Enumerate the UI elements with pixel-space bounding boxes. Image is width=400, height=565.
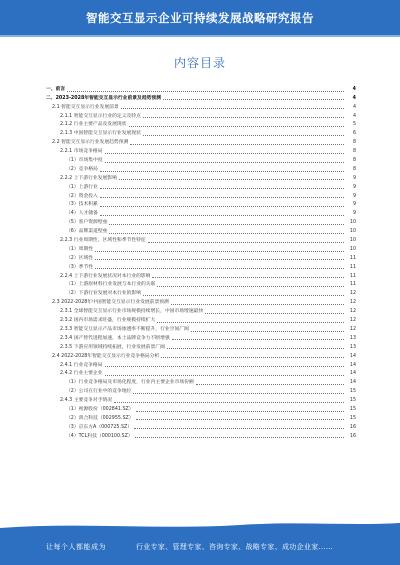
toc-leader-dots [109, 233, 344, 234]
header-divider [0, 35, 400, 37]
toc-entry[interactable] [46, 146, 356, 155]
toc-leader-dots [172, 339, 344, 340]
toc-entry-page: 8 [352, 166, 356, 172]
toc-leader-dots [100, 197, 344, 198]
toc-entry[interactable] [46, 208, 356, 217]
toc-entry-page: 10 [349, 220, 356, 226]
toc-leader-dots [167, 348, 344, 349]
toc-entry-label: （5）客户资源壁垒 [66, 220, 108, 226]
toc-entry[interactable] [46, 280, 356, 289]
toc-leader-dots [105, 366, 344, 367]
toc-entry-label: 2.2.4 上下游行业发展状况对本行业的影响 [60, 273, 151, 279]
toc-entry[interactable] [46, 200, 356, 209]
toc-entry-page: 8 [352, 149, 356, 155]
toc-entry-label: （1）上游原材料行业发展与本行业的关联 [66, 282, 156, 288]
toc-entry-label: 二、2023-2028年智能交互显示行业前景及趋势预测 [46, 95, 162, 101]
toc-entry-page: 6 [352, 131, 356, 137]
toc-entry-page: 12 [349, 291, 356, 297]
toc-leader-dots [143, 135, 344, 136]
toc-leader-dots [136, 419, 344, 420]
toc-entry[interactable] [46, 226, 356, 235]
toc-entry-label: （2）鸿合科技（002955.SZ） [66, 415, 134, 421]
toc-leader-dots [129, 126, 345, 127]
toc-entry[interactable] [46, 413, 356, 422]
toc-entry-label: （3）技术积累 [66, 202, 98, 208]
toc-entry-page: 12 [349, 300, 356, 306]
toc-entry-page: 8 [352, 158, 356, 164]
toc-entry-page: 9 [352, 211, 356, 217]
toc-entry-label: （1）上游行业 [66, 184, 98, 190]
toc-entry[interactable] [46, 333, 356, 342]
toc-entry[interactable] [46, 360, 356, 369]
toc-entry[interactable] [46, 297, 356, 306]
toc-entry[interactable] [46, 182, 356, 191]
toc-entry-page: 13 [349, 344, 356, 350]
toc-entry-label: 2.1.1 智能交互显示行业的定义及特点 [60, 113, 141, 119]
toc-entry-label: （3）京东方A（000725.SZ） [66, 424, 133, 430]
toc-leader-dots [191, 331, 344, 332]
toc-leader-dots [95, 259, 344, 260]
report-title: 智能交互显示企业可持续发展战略研究报告 [86, 10, 314, 25]
toc-leader-dots [114, 402, 344, 403]
toc-leader-dots [157, 286, 344, 287]
toc-entry-page: 16 [349, 424, 356, 430]
toc-entry-label: （3）季节性 [66, 264, 94, 270]
toc-entry-label: 2.3 2022-2028年中国智能交互显示行业发展前景预测 [52, 300, 169, 306]
toc-entry[interactable] [46, 244, 356, 253]
toc-entry[interactable] [46, 102, 356, 111]
toc-entry-label: 2.3.5 下游应用领域持续拓展，行业发展前景广阔 [60, 344, 165, 350]
toc-entry-page: 4 [352, 86, 356, 92]
toc-entry[interactable] [46, 431, 356, 440]
toc-leader-dots [148, 242, 344, 243]
toc-heading: 内容目录 [173, 56, 226, 70]
toc-entry-label: 2.3.4 国产替代进程加速，本土品牌竞争力不断增强 [60, 335, 170, 341]
toc-entry-label: （1）视源股份（002841.SZ） [66, 406, 134, 412]
toc-entry[interactable] [46, 235, 356, 244]
toc-leader-dots [119, 179, 344, 180]
toc-leader-dots [135, 437, 344, 438]
toc-entry-label: （6）品牌渠道壁垒 [66, 229, 108, 235]
toc-entry-label: 2.3.3 智能交互显示产品市场渗透率不断提升，行业空间广阔 [60, 326, 189, 332]
toc-entry[interactable] [46, 253, 356, 262]
toc-entry[interactable] [46, 386, 356, 395]
toc-entry[interactable] [46, 306, 356, 315]
toc-entry-label: 2.1.2 行业主要产品及发展现状 [60, 122, 127, 128]
toc-leader-dots [100, 215, 344, 216]
toc-leader-dots [100, 206, 344, 207]
footer-roles: 行业专家、管理专家、咨询专家、战略专家、成功企业家…… [136, 542, 334, 551]
toc-entry-page: 5 [352, 122, 356, 128]
toc-entry-label: 2.4.1 行业竞争格局 [60, 362, 103, 368]
toc-entry[interactable] [46, 111, 356, 120]
toc-entry-page: 14 [349, 380, 356, 386]
toc-entry-page: 9 [352, 184, 356, 190]
toc-entry[interactable] [46, 137, 356, 146]
toc-leader-dots [161, 357, 344, 358]
toc-leader-dots [143, 295, 344, 296]
toc-leader-dots [143, 117, 344, 118]
toc-entry-label: （2）区域性 [66, 255, 94, 261]
toc-entry[interactable] [46, 84, 356, 93]
toc-entry[interactable] [46, 128, 356, 137]
toc-leader-dots [105, 153, 344, 154]
toc-leader-dots [95, 251, 344, 252]
toc-entry-label: （2）资金投入 [66, 193, 98, 199]
toc-entry-page: 10 [349, 246, 356, 252]
toc-entry-page: 9 [352, 175, 356, 181]
toc-entry[interactable] [46, 191, 356, 200]
toc-entry[interactable] [46, 351, 356, 360]
toc-entry-label: 2.2.2 上下游行业发展影响 [60, 175, 117, 181]
toc-entry-label: 2.1.3 中国智能交互显示行业发展现状 [60, 131, 141, 137]
toc-leader-dots [171, 304, 344, 305]
toc-entry[interactable] [46, 422, 356, 431]
toc-entry[interactable] [46, 315, 356, 324]
toc-entry-page: 14 [349, 353, 356, 359]
toc-entry-label: （4）人才储备 [66, 211, 98, 217]
toc-leader-dots [95, 268, 344, 269]
toc-leader-dots [152, 277, 344, 278]
report-footer [0, 528, 400, 565]
toc-leader-dots [157, 322, 344, 323]
toc-leader-dots [105, 162, 344, 163]
toc-entry-label: 2.3.1 全球智能交互显示行业市场规模持续增长，中国市场增速最快 [60, 309, 204, 315]
toc-entry[interactable] [46, 164, 356, 173]
toc-leader-dots [100, 188, 344, 189]
toc-entry-label: 2.3.2 国内市场需求旺盛，行业规模持续扩大 [60, 318, 156, 324]
toc-entry-label: 2.2.3 行业周期性、区域性和季节性特征 [60, 238, 146, 244]
toc-entry[interactable] [46, 342, 356, 351]
toc-entry-page: 8 [352, 140, 356, 146]
toc-entry-page: 11 [349, 255, 356, 261]
footer-slogan: 让每个人都能成为 [46, 542, 106, 551]
toc-entry-label: 2.2.1 市场竞争格局 [60, 149, 103, 155]
toc-entry-label: （4）TCL科技（000100.SZ） [66, 433, 133, 439]
toc-entry-page: 4 [352, 95, 356, 101]
toc-leader-dots [136, 411, 344, 412]
toc-entry-label: （1）周期性 [66, 246, 94, 252]
toc-entry[interactable] [46, 93, 356, 102]
toc-entry-label: （1）市场集中度 [66, 158, 103, 164]
toc-entry-label: 2.1 智能交互显示行业发展前景 [52, 104, 119, 110]
toc-entry[interactable] [46, 288, 356, 297]
toc-entry-label: 2.4.2 行业主要企业 [60, 371, 103, 377]
toc-entry-page: 11 [349, 282, 356, 288]
toc-entry[interactable] [46, 120, 356, 129]
toc-entry-page: 16 [349, 433, 356, 439]
toc-leader-dots [134, 428, 344, 429]
toc-entry[interactable] [46, 271, 356, 280]
toc-leader-dots [121, 108, 344, 109]
toc-entry-page: 9 [352, 202, 356, 208]
toc-entry-page: 15 [349, 406, 356, 412]
toc-entry[interactable] [46, 155, 356, 164]
toc-entry-page: 14 [349, 362, 356, 368]
toc-leader-dots [100, 171, 344, 172]
toc-entry-page: 12 [349, 318, 356, 324]
toc-leader-dots [105, 375, 344, 376]
toc-entry[interactable] [46, 217, 356, 226]
toc-leader-dots [163, 99, 344, 100]
toc-entry-label: （2）下游行业发展对本行业的影响 [66, 291, 142, 297]
toc-leader-dots [133, 393, 344, 394]
table-of-contents [46, 84, 356, 440]
toc-leader-dots [67, 91, 344, 92]
toc-entry[interactable] [46, 173, 356, 182]
toc-leader-dots [205, 313, 344, 314]
toc-entry-page: 13 [349, 335, 356, 341]
toc-entry-label: 2.4 2022-2028年智能交互显示行业竞争格局分析 [52, 353, 160, 359]
toc-entry-page: 10 [349, 229, 356, 235]
toc-entry-page: 15 [349, 398, 356, 404]
toc-entry-page: 4 [352, 104, 356, 110]
toc-entry[interactable] [46, 324, 356, 333]
toc-entry-page: 10 [349, 238, 356, 244]
report-header [0, 0, 400, 35]
toc-leader-dots [130, 144, 344, 145]
toc-entry-label: 一、前言 [46, 86, 66, 92]
toc-leader-dots [109, 224, 344, 225]
toc-entry-page: 12 [349, 309, 356, 315]
toc-entry-label: 2.4.3 主要竞争对手情况 [60, 398, 113, 404]
toc-entry-page: 15 [349, 389, 356, 395]
toc-entry-page: 11 [349, 273, 356, 279]
toc-entry-page: 15 [349, 415, 356, 421]
toc-entry-page: 4 [352, 113, 356, 119]
toc-entry-label: （2）公司在行业中的竞争地位 [66, 389, 132, 395]
toc-entry[interactable] [46, 369, 356, 378]
toc-entry-label: （2）竞争格局 [66, 166, 98, 172]
toc-entry-label: （1）行业竞争格局及市场化程度，行业内主要企业市场份额 [66, 380, 194, 386]
toc-entry[interactable] [46, 404, 356, 413]
toc-entry[interactable] [46, 395, 356, 404]
toc-leader-dots [196, 384, 344, 385]
toc-entry-label: 2.2 智能交互显示行业发展趋势预测 [52, 140, 129, 146]
toc-entry[interactable] [46, 377, 356, 386]
toc-entry-page: 11 [349, 264, 356, 270]
toc-entry-page: 9 [352, 193, 356, 199]
toc-entry[interactable] [46, 262, 356, 271]
toc-entry-page: 14 [349, 371, 356, 377]
toc-entry-page: 12 [349, 326, 356, 332]
